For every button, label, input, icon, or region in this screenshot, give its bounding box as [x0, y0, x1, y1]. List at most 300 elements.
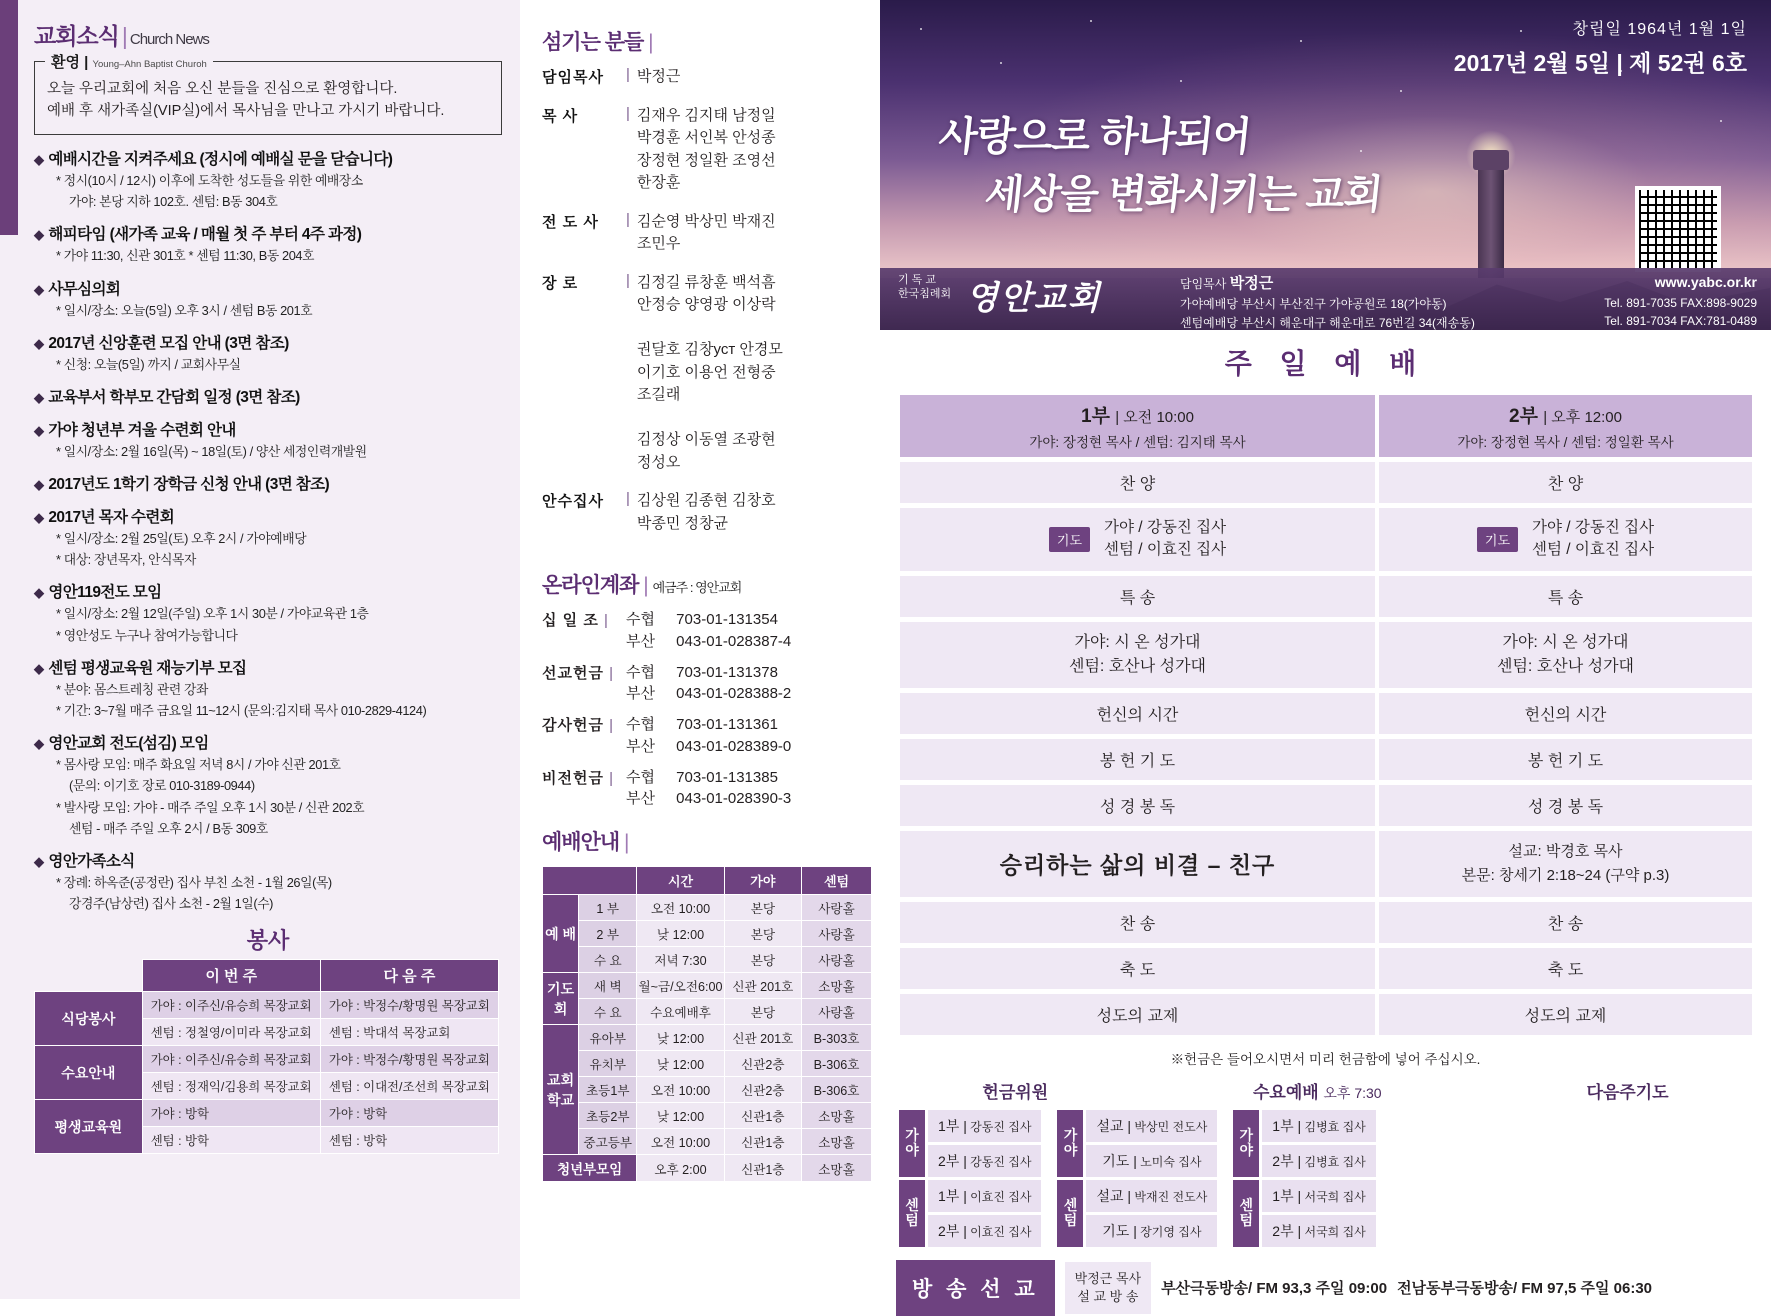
order-item-prayer	[1379, 508, 1752, 571]
worship-place-gaya: 신관1층	[724, 1129, 801, 1155]
news-item-detail: * 일시/장소: 2월 12일(주일) 오후 1시 30분 / 가야교육관 1층	[56, 606, 369, 622]
news-item	[34, 147, 502, 211]
order-row	[900, 739, 1752, 780]
worship-place-gaya: 신관1층	[724, 1103, 801, 1129]
servant-role: 담임목사	[542, 69, 604, 86]
next-week-prayer-table	[1230, 1107, 1378, 1250]
servant-name-line: 박경훈 서인복 안성종	[636, 129, 776, 146]
broadcast-sub	[1065, 1262, 1151, 1314]
servant-name-line: 김상원 김종현 김창호	[636, 492, 776, 509]
wednesday-service-table	[1054, 1107, 1220, 1250]
news-item-title: ◆ 2017년 목자 수련회	[34, 509, 175, 527]
account-number-line: 부산 043-01-028388-2	[626, 685, 792, 703]
bottom-section-headers	[880, 1078, 1771, 1103]
servant-name-line: 이기호 이용언 전형중	[636, 363, 776, 381]
account-numbers	[626, 714, 791, 758]
news-item	[34, 580, 502, 644]
broadcast-sub-2: 설 교 방 송	[1077, 1288, 1139, 1304]
slogan	[930, 108, 1391, 224]
news-item-detail: * 일시/장소: 2월 25일(토) 오후 2시 / 가야예배당	[56, 531, 307, 547]
order-item: 헌신의 시간	[900, 693, 1375, 734]
worship-place-gaya: 신관 201호	[724, 1025, 801, 1051]
volunteer-this-week: 센텀 : 방학	[142, 1127, 320, 1154]
news-item-detail: * 정시(10시 / 12시) 이후에 도착한 성도들을 위한 예배장소	[56, 172, 363, 188]
prayer-badge: 기도	[1477, 527, 1518, 552]
worship-place-gaya: 본당	[724, 947, 801, 973]
volunteer-this-week: 가야 : 이주신/유승희 목장교회	[142, 1046, 320, 1073]
worship-time: 낮 12:00	[637, 1103, 724, 1129]
news-item-detail: * 신청: 오늘(5일) 까지 / 교회사무실	[56, 356, 241, 372]
diamond-icon: ◆	[34, 853, 44, 869]
servants-title: 섬기는 분들 |	[542, 31, 653, 54]
news-item-detail: * 분야: 몸스트레칭 관련 강좌	[56, 681, 208, 697]
separator: |	[626, 104, 630, 122]
worship-place-gaya: 신관2층	[724, 1051, 801, 1077]
lighthouse-icon	[1478, 166, 1504, 278]
worship-place-gaya: 신관2층	[724, 1077, 801, 1103]
account-number-line: 수협 703-01-131354	[626, 611, 778, 628]
broadcast-badge: 방 송 선 교	[896, 1260, 1055, 1316]
wednesday-entry: 기도 | 장기영 집사	[1086, 1215, 1217, 1247]
order-item: 헌신의 시간	[1379, 693, 1752, 734]
order-item: 찬 송	[1379, 902, 1752, 943]
diamond-icon: ◆	[34, 281, 44, 297]
worship-time: 월~금/오전6:00	[637, 973, 724, 999]
volunteer-header-next: 다 음 주	[320, 960, 498, 992]
volunteer-next-week: 센텀 : 박대석 목장교회	[320, 1019, 498, 1046]
welcome-box	[34, 54, 502, 135]
worship-place-gaya: 신관 201호	[724, 973, 801, 999]
table-row	[1233, 1180, 1375, 1212]
address-2: 부산시 해운대구 해운대로 76번길 34(재송동)	[1241, 315, 1475, 330]
worship-category: 교회학교	[543, 1025, 579, 1155]
account-row	[542, 662, 870, 706]
separator: |	[626, 210, 630, 228]
order-row	[900, 994, 1752, 1035]
broadcast-item-2: 전남동부극동방송/ FM 97,5 주일 06:30	[1397, 1280, 1653, 1298]
worship-time: 낮 12:00	[637, 1051, 724, 1077]
servants-list	[542, 66, 870, 551]
worship-place-gaya: 본당	[724, 999, 801, 1025]
order-item: 성 경 봉 독	[900, 785, 1375, 826]
nextweek-site: 가 야	[1233, 1110, 1259, 1177]
volunteer-title: 봉사	[246, 928, 290, 954]
news-item-detail: 센텀 - 매주 주일 오후 2시 / B동 309호	[69, 820, 268, 836]
order-row	[900, 576, 1752, 617]
worship-time: 오전 10:00	[637, 895, 724, 921]
church-news-title-en: Church News	[129, 31, 209, 48]
volunteer-this-week: 센텀 : 정재익/김용희 목장교회	[142, 1073, 320, 1100]
worship-place-centum: 사랑홀	[802, 999, 872, 1025]
sunday-service-title: 주 일 예 배	[1224, 348, 1427, 379]
nextweek-entry: 2부 | 서국희 집사	[1262, 1215, 1375, 1247]
worship-place-centum: 소망홀	[802, 1129, 872, 1155]
order-row	[900, 462, 1752, 503]
address-2-label: 센텀예배당	[1180, 315, 1238, 330]
news-item	[34, 849, 502, 913]
news-item-title: ◆ 가야 청년부 겨울 수련회 안내	[34, 421, 236, 439]
sermon-title: 승리하는 삶의 비결 – 친구	[900, 831, 1375, 897]
news-item	[34, 505, 502, 569]
worship-time: 오전 10:00	[637, 1129, 724, 1155]
volunteer-category: 수요안내	[35, 1046, 143, 1100]
order-row	[900, 622, 1752, 688]
news-item-detail: 강경주(남상련) 집사 소천 - 2월 1일(수)	[69, 896, 274, 912]
volunteer-header-this: 이 번 주	[142, 960, 320, 992]
table-row	[543, 895, 872, 921]
order-item-choir: 가야: 시 온 성가대 센텀: 호산나 성가대	[1379, 622, 1752, 688]
volunteer-table	[34, 959, 499, 1154]
servant-role: 전 도 사	[542, 213, 599, 231]
denomination-line-2: 한국침례회	[898, 287, 952, 300]
volunteer-next-week: 센텀 : 방학	[320, 1127, 498, 1154]
news-item-title: ◆ 센텀 평생교육원 재능기부 모집	[34, 659, 247, 677]
servant-group	[542, 66, 870, 89]
pastor-name: 박정근	[1229, 275, 1274, 292]
servant-names	[637, 211, 776, 256]
news-item-detail: * 가야 11:30, 신관 301호 * 센텀 11:30, B동 204호	[56, 248, 315, 264]
issue-date: 2017년 2월 5일 | 제 52권 6호	[1453, 50, 1747, 76]
offering-site: 가 야	[899, 1110, 925, 1177]
servant-group	[542, 490, 870, 535]
news-item	[34, 222, 502, 265]
order-item: 성 경 봉 독	[1379, 785, 1752, 826]
wednesday-site: 센 텀	[1057, 1180, 1083, 1247]
order-item: 찬 송	[900, 902, 1375, 943]
order-row	[900, 693, 1752, 734]
volunteer-category: 평생교육원	[35, 1100, 143, 1154]
news-item-title: ◆ 영안가족소식	[34, 852, 135, 870]
denomination-line-1: 기 독 교	[898, 274, 936, 286]
news-item-detail: * 기간: 3~7월 매주 금요일 11~12시 (문의:김지태 목사 010-2829-4124)	[56, 703, 427, 718]
service-order-table	[896, 390, 1756, 1040]
worship-time: 낮 12:00	[637, 921, 724, 947]
worship-place-centum: 사랑홀	[802, 921, 872, 947]
table-row	[35, 992, 499, 1019]
offering-entry: 2부 | 이효진 집사	[928, 1215, 1041, 1247]
diamond-icon: ◆	[34, 736, 44, 752]
table-row	[543, 973, 872, 999]
account-numbers	[626, 662, 791, 706]
servant-group	[542, 211, 870, 256]
volunteer-next-week: 가야 : 박정수/황명원 목장교회	[320, 992, 498, 1019]
issue-info	[1454, 16, 1747, 78]
worship-time: 오후 2:00	[637, 1155, 724, 1182]
worship-place-gaya: 신관1층	[724, 1155, 801, 1182]
table-row	[1057, 1110, 1217, 1142]
worship-time: 저녁 7:30	[637, 947, 724, 973]
separator: |	[626, 490, 630, 507]
order-item: 축 도	[900, 948, 1375, 989]
order-row	[900, 948, 1752, 989]
worship-subcategory: 새 벽	[579, 973, 637, 999]
servant-name-line: 김순영 박상민 박재진	[636, 212, 776, 230]
servant-names	[637, 66, 680, 89]
main-column	[880, 0, 1771, 1304]
order-item: 특 송	[1379, 576, 1752, 617]
diamond-icon: ◆	[34, 585, 44, 601]
offering-committee-table	[896, 1107, 1044, 1250]
header-offering: 헌금위원	[982, 1082, 1049, 1102]
account-number-line: 부산 043-01-028389-0	[626, 737, 792, 755]
service-header-1: 1부 | 오전 10:00 가야: 장정현 목사 / 센텀: 김지태 목사	[900, 395, 1375, 457]
offering-site: 센 텀	[899, 1180, 925, 1247]
servant-name-line: 한장훈	[636, 174, 681, 191]
nextweek-site: 센 텀	[1233, 1180, 1259, 1247]
sermon-meta: 설교: 박경호 목사 본문: 창세기 2:18~24 (구약 p.3)	[1379, 831, 1752, 897]
address-1: 부산시 부산진구 가야공원로 18(가야동)	[1241, 297, 1447, 312]
broadcast-sub-1: 박정근 목사	[1074, 1270, 1142, 1286]
news-item-detail: (문의: 이기호 장로 010-3189-0944)	[69, 778, 255, 794]
volunteer-category: 식당봉사	[35, 992, 143, 1046]
order-item: 찬 양	[900, 462, 1375, 503]
account-title: 온라인계좌 | 예금주 : 영안교회	[542, 574, 742, 597]
worship-subcategory: 초등1부	[579, 1077, 637, 1103]
order-item-choir: 가야: 시 온 성가대 센텀: 호산나 성가대	[900, 622, 1375, 688]
worship-subcategory: 수 요	[579, 999, 637, 1025]
prayer-names: 가야 / 강동진 집사 센텀 / 이효진 집사	[1104, 519, 1227, 559]
worship-place-centum: 사랑홀	[802, 895, 872, 921]
offering-entry: 2부 | 강동진 집사	[928, 1145, 1041, 1177]
account-numbers	[626, 609, 791, 653]
table-row	[543, 1077, 872, 1103]
church-news-title: 교회소식 | Church News	[34, 23, 209, 49]
wednesday-site: 가 야	[1057, 1110, 1083, 1177]
account-number-line: 수협 703-01-131385	[626, 768, 778, 786]
worship-place-centum: 사랑홀	[802, 947, 872, 973]
account-list	[542, 609, 870, 810]
diamond-icon: ◆	[34, 477, 44, 493]
worship-place-gaya: 본당	[724, 895, 801, 921]
servant-name-line: 김정길 류창훈 백석흠	[636, 273, 776, 291]
broadcast-item-1: 부산극동방송/ FM 93,3 주일 09:00	[1161, 1280, 1388, 1298]
servants-column	[520, 0, 880, 1299]
worship-place-centum: B-306호	[802, 1051, 872, 1077]
table-row	[543, 1051, 872, 1077]
prayer-badge: 기도	[1049, 527, 1090, 552]
qr-code-icon	[1635, 186, 1721, 272]
worship-category: 예 배	[543, 895, 579, 973]
separator: |	[626, 66, 630, 83]
news-item-title: ◆ 예배시간을 지켜주세요 (정시에 예배실 문을 닫습니다)	[34, 150, 393, 168]
wednesday-time: 오후 7:30	[1323, 1084, 1382, 1101]
news-item-title: ◆ 교육부서 학부모 간담회 일정 (3면 참조)	[34, 388, 300, 406]
diamond-icon: ◆	[34, 151, 44, 167]
account-numbers	[626, 767, 791, 811]
tel-2: Tel. 891-7034 FAX:781-0489	[1604, 314, 1757, 329]
header-nextweek: 다음주기도	[1586, 1082, 1669, 1102]
diamond-icon: ◆	[34, 660, 44, 676]
news-item-detail: * 발사랑 모임: 가야 - 매주 주일 오후 1시 30분 / 신관 202호	[56, 799, 365, 815]
wednesday-entry: 기도 | 노미숙 집사	[1086, 1145, 1217, 1177]
church-identity-bar	[880, 268, 1771, 330]
worship-subcategory: 2 부	[579, 921, 637, 947]
account-number-line: 수협 703-01-131378	[626, 663, 778, 681]
worship-header-blank	[543, 867, 637, 895]
news-item	[34, 277, 502, 320]
servant-name-line: 조민우	[636, 235, 681, 252]
table-row	[1233, 1110, 1375, 1142]
table-row	[35, 1046, 499, 1073]
worship-place-gaya: 본당	[724, 921, 801, 947]
church-contact	[1180, 272, 1475, 330]
worship-place-centum: B-306호	[802, 1077, 872, 1103]
lighthouse-lamp-icon	[1473, 150, 1509, 170]
news-item-detail: * 일시/장소: 2월 16일(목) ~ 18일(토) / 양산 세정인력개발원	[56, 443, 367, 459]
worship-category: 기도회	[543, 973, 579, 1025]
worship-place-centum: 소망홀	[802, 1155, 872, 1182]
news-item	[34, 472, 502, 494]
worship-info-title: 예배안내 |	[542, 831, 629, 854]
news-item-title: ◆ 2017년 신앙훈련 모집 안내 (3면 참조)	[34, 334, 289, 352]
broadcast-section	[896, 1260, 1755, 1316]
servant-role: 장 로	[542, 274, 579, 292]
offering-note: ※헌금은 들어오시면서 미리 헌금함에 넣어 주십시오.	[1170, 1051, 1481, 1067]
account-type: 비전헌금 |	[542, 769, 615, 787]
account-number-line: 수협 703-01-131361	[626, 716, 778, 733]
servant-names	[637, 272, 783, 475]
order-item: 봉 헌 기 도	[1379, 739, 1752, 780]
wednesday-entry: 설교 | 박상민 전도사	[1086, 1110, 1217, 1142]
prayer-names: 가야 / 강동진 집사 센텀 / 이효진 집사	[1532, 519, 1655, 559]
volunteer-next-week: 가야 : 박정수/황명원 목장교회	[320, 1046, 498, 1073]
news-item	[34, 731, 502, 838]
table-row	[543, 1025, 872, 1051]
news-item-title: ◆ 해피타임 (새가족 교육 / 매월 첫 주 부터 4주 과정)	[34, 226, 362, 244]
wednesday-entry: 설교 | 박재진 전도사	[1086, 1180, 1217, 1212]
worship-info-title-label: 예배안내	[542, 831, 620, 854]
volunteer-header-blank	[35, 960, 143, 992]
news-item-detail: * 영안성도 누구나 참여가능합니다	[56, 627, 238, 643]
account-row	[542, 767, 870, 811]
servants-title-label: 섬기는 분들	[542, 31, 644, 54]
worship-subcategory: 수 요	[579, 947, 637, 973]
servant-role: 목 사	[542, 107, 579, 125]
news-item-detail: * 장례: 하옥준(공정란) 집사 부친 소천 - 1월 26일(목)	[56, 874, 332, 890]
servant-name-line: 장정현 정일환 조영선	[636, 151, 776, 169]
table-row	[899, 1180, 1041, 1212]
welcome-tag: 환영 | Young–Ahn Baptist Churoh	[45, 51, 213, 74]
servant-names	[637, 490, 776, 535]
account-number-line: 부산 043-01-028390-3	[626, 790, 792, 808]
church-name: 영안교회	[966, 279, 1102, 316]
order-item: 성도의 교제	[900, 994, 1375, 1035]
order-item: 찬 양	[1379, 462, 1752, 503]
order-item: 성도의 교제	[1379, 994, 1752, 1035]
order-row	[900, 902, 1752, 943]
volunteer-next-week: 가야 : 방학	[320, 1100, 498, 1127]
welcome-tag-label: 환영	[51, 54, 80, 71]
table-row	[543, 999, 872, 1025]
news-item-title: ◆ 영안교회 전도(섬김) 모임	[34, 735, 209, 753]
servant-names	[637, 105, 776, 195]
servant-name-line: 정성오	[636, 453, 681, 471]
nextweek-entry: 1부 | 서국희 집사	[1262, 1180, 1375, 1212]
pastor-label: 담임목사	[1180, 277, 1227, 291]
order-item: 축 도	[1379, 948, 1752, 989]
sermon-row	[900, 831, 1752, 897]
servant-name-line: 박정근	[636, 68, 681, 85]
offering-entry: 1부 | 강동진 집사	[928, 1110, 1041, 1142]
website-url[interactable]: www.yabc.or.kr	[1654, 274, 1757, 290]
servant-name-line: 김정상 이동열 조광현	[636, 431, 776, 448]
news-item-title: ◆ 사무심의회	[34, 280, 121, 298]
account-owner: 예금주 : 영안교회	[652, 580, 742, 595]
worship-subcategory: 초등2부	[579, 1103, 637, 1129]
servant-role: 안수집사	[542, 493, 604, 510]
worship-header-time: 시간	[637, 867, 724, 895]
nextweek-entry: 2부 | 김병효 집사	[1262, 1145, 1375, 1177]
servant-name-line: 박종민 정창균	[636, 514, 729, 532]
worship-subcategory: 청년부모임	[543, 1155, 637, 1182]
service-header-2: 2부 | 오후 12:00 가야: 장정현 목사 / 센텀: 정일환 목사	[1379, 395, 1752, 457]
table-row	[543, 1129, 872, 1155]
church-web-tel	[1604, 272, 1757, 330]
worship-subcategory: 유아부	[579, 1025, 637, 1051]
worship-time: 낮 12:00	[637, 1025, 724, 1051]
table-row	[543, 947, 872, 973]
account-type: 선교헌금 |	[542, 664, 615, 682]
header-wednesday: 수요예배 오후 7:30	[1252, 1082, 1382, 1102]
diamond-icon: ◆	[34, 335, 44, 351]
news-item-detail: 가야: 본당 지하 102호. 센텀: B동 304호	[69, 194, 278, 210]
table-row	[35, 1100, 499, 1127]
news-list	[34, 147, 502, 913]
table-row	[1057, 1180, 1217, 1212]
order-item-prayer	[900, 508, 1375, 571]
worship-place-centum: 소망홀	[802, 973, 872, 999]
volunteer-next-week: 센텀 : 이대전/조선희 목장교회	[320, 1073, 498, 1100]
tel-1: Tel. 891-7035 FAX:898-9029	[1604, 295, 1757, 310]
volunteer-this-week: 센텀 : 정철영/이미라 목장교회	[142, 1019, 320, 1046]
worship-subcategory: 1 부	[579, 895, 637, 921]
volunteer-this-week: 가야 : 이주신/유승희 목장교회	[142, 992, 320, 1019]
order-item: 특 송	[900, 576, 1375, 617]
table-row	[543, 1155, 872, 1182]
separator: |	[626, 271, 630, 289]
table-row	[543, 1103, 872, 1129]
servant-name-line: 안정승 양영광 이상락	[636, 296, 776, 313]
news-item	[34, 418, 502, 461]
welcome-line-2: 예배 후 새가족실(VIP실)에서 목사님을 만나고 가시기 바랍니다.	[47, 103, 445, 120]
news-item	[34, 331, 502, 374]
servant-name-line	[637, 317, 783, 340]
order-item: 봉 헌 기 도	[900, 739, 1375, 780]
news-item-detail: * 일시/장소: 오늘(5일) 오후 3시 / 센텀 B동 201호	[56, 302, 313, 318]
worship-time: 수요예배후	[637, 999, 724, 1025]
masthead-banner	[880, 0, 1771, 330]
worship-info-table	[542, 866, 872, 1182]
news-item	[34, 385, 502, 407]
worship-subcategory: 중고등부	[579, 1129, 637, 1155]
worship-place-centum: 소망홀	[802, 1103, 872, 1129]
order-row	[900, 785, 1752, 826]
account-number-line: 부산 043-01-028387-4	[626, 632, 792, 650]
servant-name-line: 조길래	[636, 386, 681, 403]
account-row	[542, 609, 870, 653]
servant-name-line	[637, 407, 783, 430]
offering-entry: 1부 | 이효진 집사	[928, 1180, 1041, 1212]
denomination	[898, 274, 951, 302]
diamond-icon: ◆	[34, 227, 44, 243]
bottom-tables	[896, 1107, 1755, 1250]
servant-group	[542, 105, 870, 195]
church-news-column	[0, 0, 520, 1299]
order-row	[900, 508, 1752, 571]
table-row	[899, 1110, 1041, 1142]
news-item-title: ◆ 2017년도 1학기 장학금 신청 안내 (3면 참조)	[34, 476, 330, 494]
diamond-icon: ◆	[34, 389, 44, 405]
